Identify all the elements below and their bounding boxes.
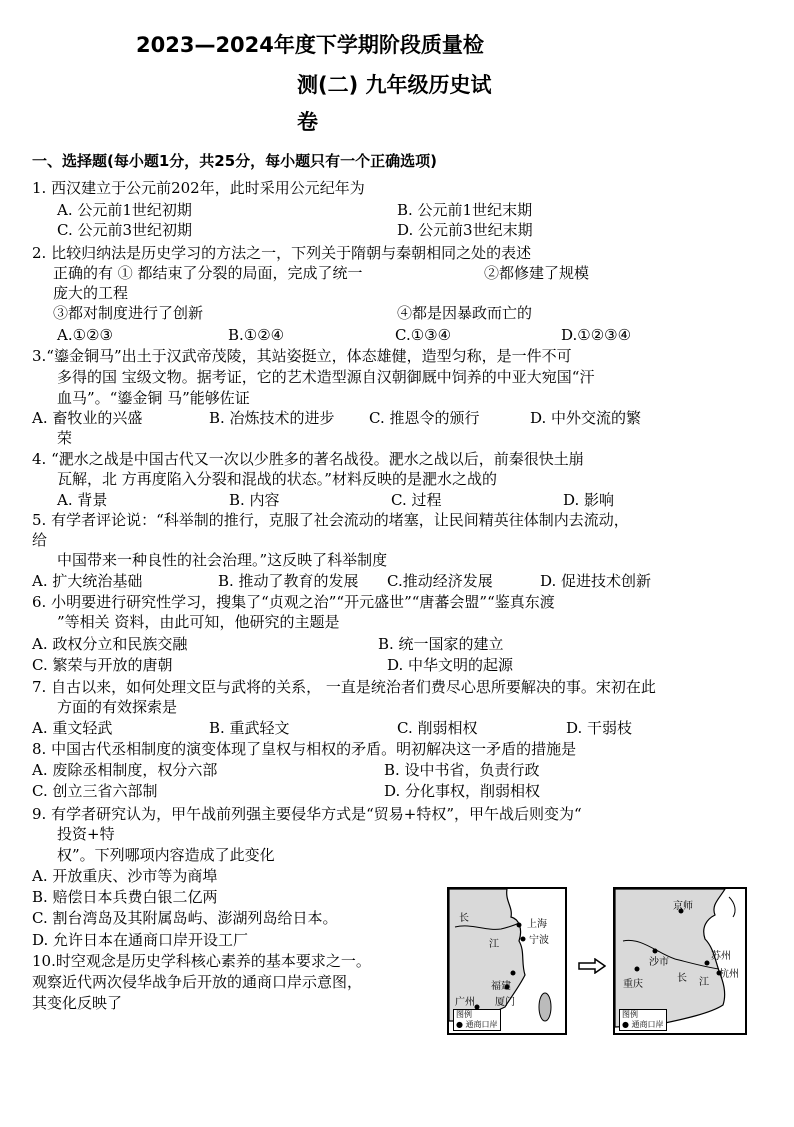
q4-option-a: A. 背景 (57, 491, 108, 509)
map-before-label-ningbo: 宁波 (529, 935, 549, 946)
section-heading: 一、选择题(每小题1分，共25分，每小题只有一个正确选项) (32, 152, 438, 170)
map-before-legend-item: ● 通商口岸 (456, 1020, 498, 1029)
q8-option-a: A. 废除丞相制度，权分六部 (32, 761, 218, 779)
title-line-3: 卷 (297, 110, 318, 134)
question-2-line-4b: ④都是因暴政而亡的 (397, 304, 533, 322)
q9-option-c: C. 割台湾岛及其附属岛屿、澎湖列岛给日本。 (32, 909, 338, 927)
map-before-label-xiamen: 厦门 (495, 997, 515, 1008)
q8-option-d: D. 分化事权，削弱相权 (384, 782, 541, 800)
q5-option-b: B. 推动了教育的发展 (218, 572, 359, 590)
q9-option-d: D. 允许日本在通商口岸开设工厂 (32, 931, 249, 949)
q1-option-a: A. 公元前1世纪初期 (57, 201, 192, 219)
q2-option-d: D.①②③④ (561, 326, 632, 344)
map-before-label-guangzhou: 广州 (455, 997, 475, 1008)
question-5: 5. 有学者评论说：“科举制的推行，克服了社会流动的堵塞，让民间精英往体制内去流动， (32, 511, 629, 529)
question-1: 1. 西汉建立于公元前202年，此时采用公元纪年为 (32, 179, 365, 197)
q5-option-d: D. 促进技术创新 (540, 572, 652, 590)
map-before-legend (453, 1009, 501, 1031)
q6-option-b: B. 统一国家的建立 (378, 635, 504, 653)
question-2-line-2b: ②都修建了规模 (484, 264, 590, 282)
title-line-1: 2023—2024年度下学期阶段质量检 (136, 33, 484, 57)
q5-option-c: C.推动经济发展 (387, 572, 493, 590)
question-5-line-3: 中国带来一种良性的社会治理。”这反映了科举制度 (57, 551, 388, 569)
map-after-legend-title: 图例 (622, 1010, 638, 1019)
map-before-label-chang: 长 (459, 913, 469, 924)
map-after-legend (619, 1009, 667, 1031)
question-6-line-2: ”等相关 资料，由此可知，他研究的主题是 (57, 613, 340, 631)
map-before-legend-title: 图例 (456, 1010, 472, 1019)
q4-option-b: B. 内容 (229, 491, 280, 509)
question-3-line-2: 多得的国 宝级文物。据考证，它的艺术造型源自汉朝御厩中饲养的中亚大宛国“汗 (57, 368, 595, 386)
q5-option-a: A. 扩大统治基础 (32, 572, 143, 590)
question-7-line-2: 方面的有效探索是 (57, 698, 178, 716)
question-2-line-4: ③都对制度进行了创新 (53, 304, 204, 322)
question-7: 7. 自古以来，如何处理文臣与武将的关系， 一直是统治者们费尽心思所要解决的事。宋初在此 (32, 678, 656, 696)
q8-option-c: C. 创立三省六部制 (32, 782, 158, 800)
question-3: 3.“鎏金铜马”出土于汉武帝茂陵，其站姿挺立，体态雄健，造型匀称，是一件不可 (32, 347, 572, 365)
q3-option-b: B. 冶炼技术的进步 (209, 409, 335, 427)
question-4: 4. “淝水之战是中国古代又一次以少胜多的著名战役。淝水之战以后，前秦很快土崩 (32, 450, 584, 468)
q9-option-b: B. 赔偿日本兵费白银二亿两 (32, 888, 218, 906)
map-before-label-fujian: 福建 (491, 981, 511, 992)
q6-option-a: A. 政权分立和民族交融 (32, 635, 188, 653)
question-4-line-2: 瓦解，北 方再度陷入分裂和混战的状态。”材料反映的是淝水之战的 (57, 470, 497, 488)
map-after-label-hangzhou: 杭州 (719, 969, 739, 980)
q4-option-c: C. 过程 (391, 491, 442, 509)
map-after-label-chongqing: 重庆 (623, 979, 643, 990)
map-after-label-shashi: 沙市 (649, 957, 669, 968)
q2-option-b: B.①②④ (228, 326, 285, 344)
q7-option-c: C. 削弱相权 (397, 719, 478, 737)
q7-option-b: B. 重武轻文 (209, 719, 290, 737)
q1-option-d: D. 公元前3世纪末期 (397, 221, 533, 239)
question-6: 6. 小明要进行研究性学习，搜集了“贞观之治”“开元盛世”“唐蕃会盟”“鉴真东渡 (32, 593, 555, 611)
question-2: 2. 比较归纳法是历史学习的方法之一，下列关于隋朝与秦朝相同之处的表述 (32, 244, 532, 262)
q3-option-c: C. 推恩令的颁行 (369, 409, 480, 427)
question-2-line-3: 庞大的工程 (53, 284, 129, 302)
map-after-label-chang: 长 (677, 973, 687, 984)
map-before-label-shanghai: 上海 (527, 919, 547, 930)
map-after (613, 887, 747, 1035)
question-10: 10.时空观念是历史学科核心素养的基本要求之一。 (32, 952, 371, 970)
question-9-line-2: 投资+特 (57, 825, 115, 843)
map-after-label-jingshi: 京师 (673, 901, 693, 912)
question-2-line-2: 正确的有 ① 都结束了分裂的局面，完成了统一 (53, 264, 363, 282)
title-line-2: 测(二) 九年级历史试 (297, 73, 492, 97)
q7-option-d: D. 干弱枝 (566, 719, 633, 737)
q9-option-a: A. 开放重庆、沙市等为商埠 (32, 867, 218, 885)
q4-option-d: D. 影响 (563, 491, 615, 509)
q6-option-c: C. 繁荣与开放的唐朝 (32, 656, 173, 674)
q3-option-a: A. 畜牧业的兴盛 (32, 409, 143, 427)
q3-option-d: D. 中外交流的繁 (530, 409, 642, 427)
q6-option-d: D. 中华文明的起源 (387, 656, 514, 674)
map-after-label-suzhou: 苏州 (711, 951, 731, 962)
q2-option-c: C.①③④ (395, 326, 452, 344)
map-before (447, 887, 567, 1035)
question-9-line-3: 权”。下列哪项内容造成了此变化 (57, 846, 275, 864)
question-10-line-3: 其变化反映了 (32, 994, 123, 1012)
q8-option-b: B. 设中书省，负责行政 (384, 761, 540, 779)
map-after-legend-item: ● 通商口岸 (622, 1020, 664, 1029)
q2-option-a: A.①②③ (57, 326, 113, 344)
q1-option-c: C. 公元前3世纪初期 (57, 221, 193, 239)
question-5-line-2: 给 (32, 531, 48, 549)
map-before-label-jiang: 江 (489, 939, 499, 950)
question-8: 8. 中国古代丞相制度的演变体现了皇权与相权的矛盾。明初解决这一矛盾的措施是 (32, 740, 577, 758)
question-9: 9. 有学者研究认为，甲午战前列强主要侵华方式是“贸易+特权”，甲午战后则变为“ (32, 805, 582, 823)
question-3-line-3: 血马”。“鎏金铜 马”能够佐证 (57, 389, 250, 407)
q1-option-b: B. 公元前1世纪末期 (397, 201, 533, 219)
q7-option-a: A. 重文轻武 (32, 719, 113, 737)
right-arrow-icon (578, 958, 606, 974)
q3-option-d-cont: 荣 (57, 429, 73, 447)
map-after-label-jiang: 江 (699, 977, 709, 988)
question-10-line-2: 观察近代两次侵华战争后开放的通商口岸示意图， (32, 973, 363, 991)
